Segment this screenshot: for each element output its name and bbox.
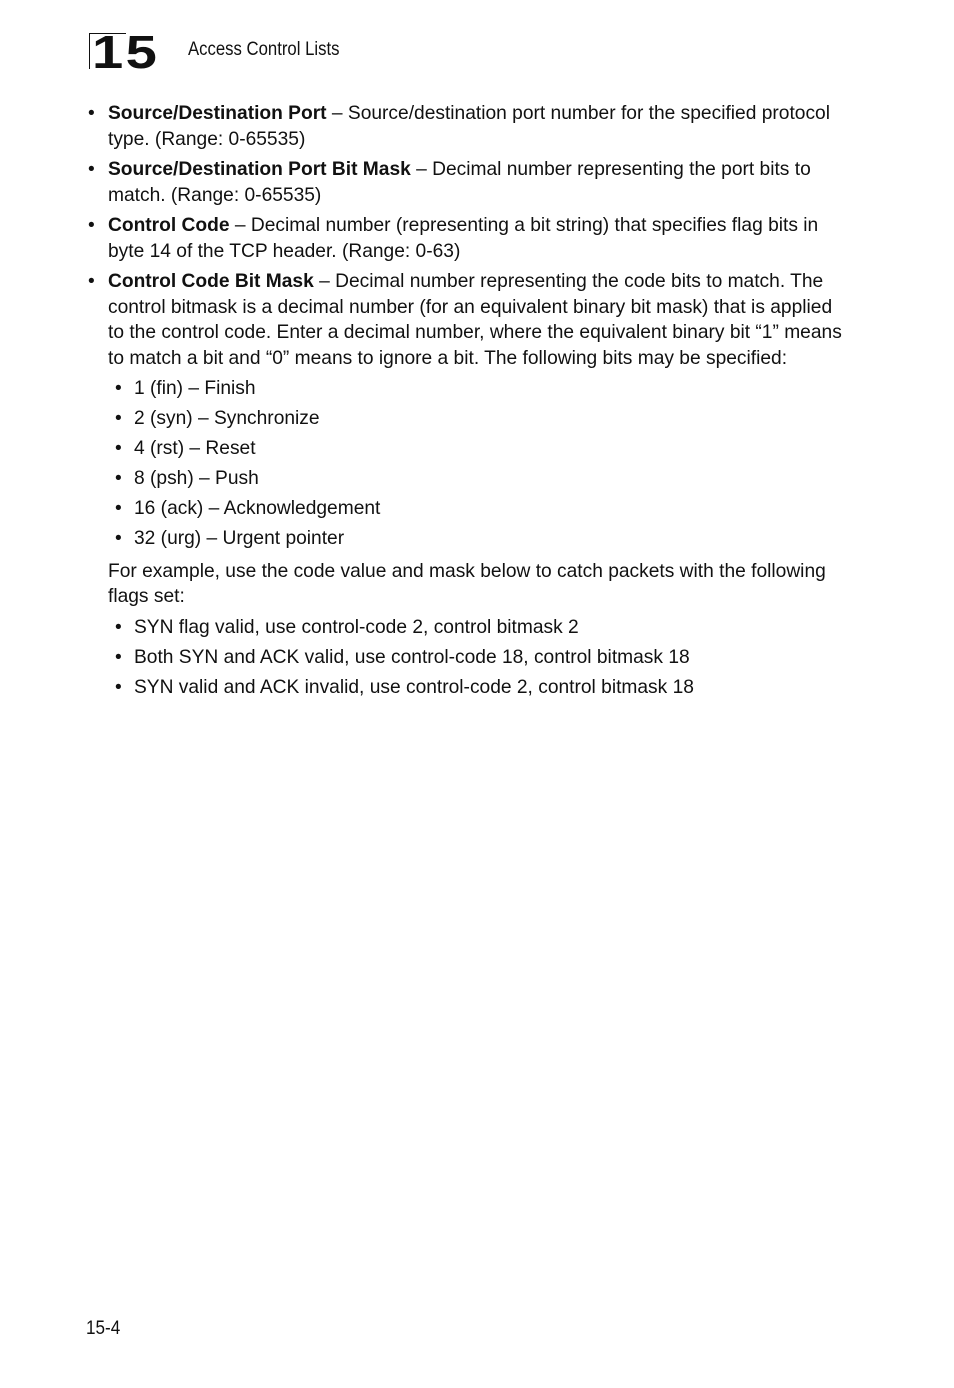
page-content (88, 101, 848, 705)
list-item (88, 269, 848, 700)
example-item: • Both SYN and ACK valid, use control-code 18, control bitmask 18 (108, 645, 848, 671)
flag-bit-item: • 8 (psh) – Push (108, 466, 848, 492)
flag-bit-item: • 2 (syn) – Synchronize (108, 406, 848, 432)
flag-bit-item: • 4 (rst) – Reset (108, 436, 848, 462)
flag-bit-item: • 1 (fin) – Finish (108, 376, 848, 402)
term-description: – Decimal number (representing a bit string) that specifies flag bits in byte 14 of the TCP header. (Range: 0-63) (108, 215, 819, 262)
parameter-list (88, 101, 848, 700)
flag-bit-item: • 16 (ack) – Acknowledgement (108, 496, 848, 522)
page-number: 15-4 (86, 1318, 121, 1339)
term-description: – Decimal number representing the port bits to match. (Range: 0-65535) (108, 159, 811, 206)
example-item: • SYN valid and ACK invalid, use control-code 2, control bitmask 18 (108, 675, 848, 701)
flag-bit-item: • 32 (urg) – Urgent pointer (108, 526, 848, 552)
term-source-destination-port: Source/Destination Port (108, 103, 327, 124)
list-item (88, 157, 848, 208)
flag-bit-list (108, 376, 848, 552)
term-description: – Source/destination port number for the specified protocol type. (Range: 0-65535) (108, 103, 830, 150)
example-intro: For example, use the code value and mask below to catch packets with the following flags set: (108, 560, 826, 607)
list-item (88, 213, 848, 264)
list-item (88, 101, 848, 152)
example-item: • SYN flag valid, use control-code 2, control bitmask 2 (108, 615, 848, 641)
chapter-title: Access Control Lists (188, 39, 340, 60)
term-description: – Decimal number representing the code bits to match. The control bitmask is a decimal number (for an equivalent binary bit mask) that is applied to the control code. Enter a decimal number, where the equivalent binary bit “1” means to match a bit and “0” means to ignore a bit. The following bits may be specified: (108, 271, 842, 369)
term-control-code: Control Code (108, 215, 230, 236)
term-control-code-bit-mask: Control Code Bit Mask (108, 271, 314, 292)
chapter-number: 15 (92, 26, 160, 78)
term-port-bit-mask: Source/Destination Port Bit Mask (108, 159, 411, 180)
example-list (108, 615, 848, 701)
